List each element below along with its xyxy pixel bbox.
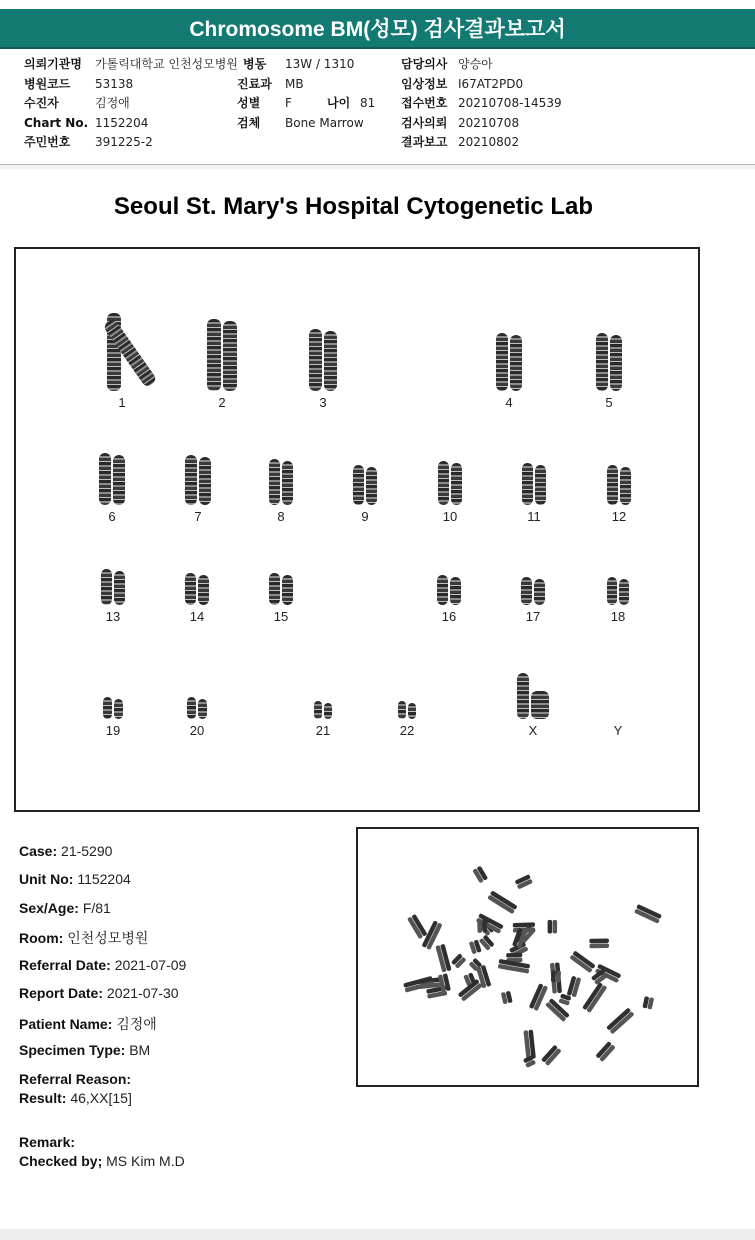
room-value: 인천성모병원 xyxy=(67,930,149,946)
chromosome xyxy=(450,577,461,605)
chromosome xyxy=(187,697,196,719)
chromosome-label-12: 12 xyxy=(611,509,627,524)
chromosome xyxy=(99,453,111,505)
chromosome-label-2: 2 xyxy=(218,395,226,410)
chromosome-pair-2 xyxy=(192,319,252,391)
metaphase-chromosome xyxy=(551,970,561,982)
chromosome xyxy=(366,467,377,505)
patient-value: 김정애 xyxy=(95,96,130,110)
chromosome xyxy=(269,459,280,505)
chromosome-pair-x xyxy=(503,673,563,719)
clinical-info-value: I67AT2PD0 xyxy=(458,77,524,91)
specimen-label: 검체 xyxy=(237,116,261,130)
case-value: 21-5290 xyxy=(61,843,113,859)
chromosome-pair-16 xyxy=(419,575,479,605)
specimen-type-value: BM xyxy=(129,1042,151,1058)
chromosome xyxy=(535,465,546,505)
ward-label: 병동 xyxy=(243,57,267,71)
karyogram-panel xyxy=(14,247,700,812)
chromosome-label-18: 18 xyxy=(610,609,626,624)
clinical-info-label: 임상정보 xyxy=(401,77,448,91)
chromosome-label-11: 11 xyxy=(527,509,541,524)
metaphase-chromosome xyxy=(523,1030,535,1060)
sex-age-label: Sex/Age: xyxy=(19,900,79,916)
dept-value: MB xyxy=(285,77,304,91)
checked-by-value: MS Kim M.D xyxy=(106,1153,185,1169)
referral-date-label: Referral Date: xyxy=(19,957,111,973)
ward-value: 13W / 1310 xyxy=(285,57,355,71)
unit-no-value: 1152204 xyxy=(77,871,131,887)
remark-label: Remark: xyxy=(19,1134,76,1150)
metaphase-chromosome xyxy=(529,983,548,1011)
patient-label: 수진자 xyxy=(24,96,59,110)
chromosome-pair-6 xyxy=(82,453,142,505)
patient-name-value: 김정애 xyxy=(116,1016,157,1032)
doctor-value: 양승아 xyxy=(458,57,493,71)
chromosome xyxy=(521,577,532,605)
remark-row xyxy=(19,1134,75,1150)
metaphase-chromosome xyxy=(595,1041,615,1062)
chromosome xyxy=(324,703,332,719)
room-label: Room: xyxy=(19,930,64,946)
metaphase-chromosome xyxy=(548,920,558,934)
checked-by-row xyxy=(19,1153,185,1169)
patient-name-label: Patient Name: xyxy=(19,1016,113,1032)
chromosome-pair-11 xyxy=(504,463,564,505)
chromosome xyxy=(269,573,280,605)
metaphase-spread-image xyxy=(358,829,697,1085)
chromosome xyxy=(185,455,197,505)
chromosome-pair-17 xyxy=(503,577,563,605)
chromosome xyxy=(223,321,237,391)
sex-age-value: F/81 xyxy=(82,900,111,916)
unit-no-label: Unit No: xyxy=(19,871,74,887)
id-number-label: 주민번호 xyxy=(24,135,71,149)
chromosome-pair-10 xyxy=(420,461,480,505)
result-label: Result: xyxy=(19,1090,67,1106)
bottom-strip xyxy=(0,1229,755,1240)
result-row xyxy=(19,1090,132,1106)
chromosome xyxy=(607,577,617,605)
chromosome xyxy=(353,465,364,505)
metaphase-image-panel xyxy=(356,827,699,1087)
dept-label: 진료과 xyxy=(237,77,272,91)
metaphase-chromosome xyxy=(634,904,662,924)
specimen-value: Bone Marrow xyxy=(285,116,364,130)
chromosome xyxy=(408,703,416,719)
chromosome xyxy=(496,333,508,391)
chromosome-label-16: 16 xyxy=(441,609,457,624)
chromosome-label-10: 10 xyxy=(442,509,458,524)
chromosome xyxy=(282,575,293,605)
hospital-code-label: 병원코드 xyxy=(24,77,71,91)
chromosome-label-8: 8 xyxy=(277,509,285,524)
metaphase-chromosome xyxy=(515,874,533,889)
checked-by-label: Checked by; xyxy=(19,1153,103,1169)
metaphase-chromosome xyxy=(435,944,451,973)
chromosome xyxy=(619,579,629,605)
metaphase-chromosome xyxy=(541,1045,562,1066)
referral-date-value: 2021-07-09 xyxy=(114,957,187,973)
metaphase-chromosome xyxy=(479,934,495,950)
age-label: 나이 xyxy=(327,96,351,110)
chromosome-pair-18 xyxy=(588,577,648,605)
metaphase-chromosome xyxy=(582,982,607,1013)
chromosome xyxy=(282,461,293,505)
chart-no-label: Chart No. xyxy=(24,116,89,130)
specimen-type-label: Specimen Type: xyxy=(19,1042,126,1058)
result-value: 46,XX[15] xyxy=(70,1090,132,1106)
request-date-label: 검사의뢰 xyxy=(401,116,448,130)
room-row xyxy=(19,928,148,948)
referral-reason-label: Referral Reason: xyxy=(19,1071,132,1087)
lab-title: Seoul St. Mary's Hospital Cytogenetic Lab xyxy=(113,193,594,220)
case-label: Case: xyxy=(19,843,58,859)
case-row xyxy=(19,843,112,859)
sex-label: 성별 xyxy=(237,96,261,110)
chromosome-pair-22 xyxy=(377,701,437,719)
chromosome-label-x: X xyxy=(528,723,538,738)
chromosome xyxy=(531,691,549,719)
chromosome-label-4: 4 xyxy=(505,395,513,410)
chromosome-pair-14 xyxy=(167,573,227,605)
chromosome-label-9: 9 xyxy=(361,509,369,524)
chromosome xyxy=(517,673,529,719)
chromosome-pair-1 xyxy=(92,313,152,391)
chromosome xyxy=(185,573,196,605)
chromosome xyxy=(437,575,448,605)
chromosome-label-13: 13 xyxy=(105,609,121,624)
chromosome-pair-13 xyxy=(83,569,143,605)
chromosome xyxy=(610,335,622,391)
metaphase-chromosome xyxy=(642,996,654,1010)
chromosome xyxy=(309,329,322,391)
hospital-code-value: 53138 xyxy=(95,77,134,91)
chromosome-pair-20 xyxy=(167,697,227,719)
metaphase-chromosome xyxy=(606,1007,634,1034)
chromosome-label-22: 22 xyxy=(399,723,415,738)
chromosome xyxy=(620,467,631,505)
chromosome-pair-5 xyxy=(579,333,639,391)
report-title-text: Chromosome BM(성모) 검사결과보고서 xyxy=(189,18,566,41)
request-org-label: 의뢰기관명 xyxy=(24,57,82,71)
patient-name-row xyxy=(19,1014,157,1034)
chromosome xyxy=(534,579,545,605)
chromosome xyxy=(398,701,406,719)
chromosome xyxy=(103,697,112,719)
chromosome xyxy=(199,457,211,505)
chromosome xyxy=(101,569,112,605)
report-date-label: 결과보고 xyxy=(401,135,448,149)
report-title xyxy=(0,9,755,49)
metaphase-chromosome xyxy=(501,991,513,1005)
metaphase-chromosome xyxy=(569,950,595,973)
chromosome-label-5: 5 xyxy=(605,395,613,410)
chromosome-pair-15 xyxy=(251,573,311,605)
request-date-value: 20210708 xyxy=(458,116,520,130)
chromosome-label-20: 20 xyxy=(189,723,205,738)
metaphase-chromosome xyxy=(451,953,467,969)
chromosome-label-17: 17 xyxy=(525,609,541,624)
chromosome-label-15: 15 xyxy=(273,609,289,624)
doctor-label: 담당의사 xyxy=(401,57,448,71)
chromosome-label-19: 19 xyxy=(105,723,121,738)
chromosome-label-7: 7 xyxy=(194,509,202,524)
chromosome xyxy=(207,319,221,391)
chromosome xyxy=(198,699,207,719)
karyotype-report xyxy=(0,169,755,1229)
chromosome-label-21: 21 xyxy=(315,723,331,738)
chromosome-label-14: 14 xyxy=(189,609,205,624)
metaphase-chromosome xyxy=(487,890,517,914)
report-date-value: 20210802 xyxy=(458,135,520,149)
request-org-value: 가톨릭대학교 인천성모병원 xyxy=(95,57,238,71)
metaphase-chromosome xyxy=(472,866,488,884)
chromosome xyxy=(522,463,533,505)
sex-value: F xyxy=(285,96,292,110)
report-date-row xyxy=(19,985,179,1001)
top-bar xyxy=(0,0,755,9)
age-value: 81 xyxy=(360,96,376,110)
metaphase-chromosome xyxy=(407,914,427,939)
chromosome xyxy=(510,335,522,391)
metaphase-chromosome xyxy=(589,938,609,948)
sex-age-row xyxy=(19,900,111,916)
chromosome xyxy=(314,701,322,719)
chromosome-label-1: 1 xyxy=(118,395,126,410)
chromosome xyxy=(438,461,449,505)
referral-date-row xyxy=(19,957,186,973)
chart-no-value: 1152204 xyxy=(95,116,149,130)
patient-info-panel xyxy=(0,49,755,165)
chromosome xyxy=(324,331,337,391)
chromosome-pair-9 xyxy=(335,465,395,505)
chromosome xyxy=(451,463,462,505)
chromosome-pair-12 xyxy=(589,465,649,505)
chromosome xyxy=(113,455,125,505)
chromosome xyxy=(198,575,209,605)
chromosome-pair-7 xyxy=(168,455,228,505)
chromosome-pair-3 xyxy=(293,329,353,391)
accession-value: 20210708-14539 xyxy=(458,96,562,110)
chromosome xyxy=(114,571,125,605)
chromosome xyxy=(607,465,618,505)
chromosome-pair-21 xyxy=(293,701,353,719)
unit-no-row xyxy=(19,871,131,887)
chromosome-pair-4 xyxy=(479,333,539,391)
chromosome-pair-8 xyxy=(251,459,311,505)
chromosome-label-6: 6 xyxy=(108,509,116,524)
chromosome xyxy=(596,333,608,391)
chromosome-label-3: 3 xyxy=(319,395,327,410)
chromosome xyxy=(114,699,123,719)
chromosome-pair-19 xyxy=(83,697,143,719)
accession-label: 접수번호 xyxy=(401,96,448,110)
report-date-label: Report Date: xyxy=(19,985,104,1001)
referral-reason-row xyxy=(19,1071,131,1087)
id-number-value: 391225-2 xyxy=(95,135,153,149)
metaphase-chromosome xyxy=(567,976,582,998)
report-date-value: 2021-07-30 xyxy=(106,985,179,1001)
chromosome-label-y: Y xyxy=(613,723,623,738)
specimen-type-row xyxy=(19,1042,150,1058)
